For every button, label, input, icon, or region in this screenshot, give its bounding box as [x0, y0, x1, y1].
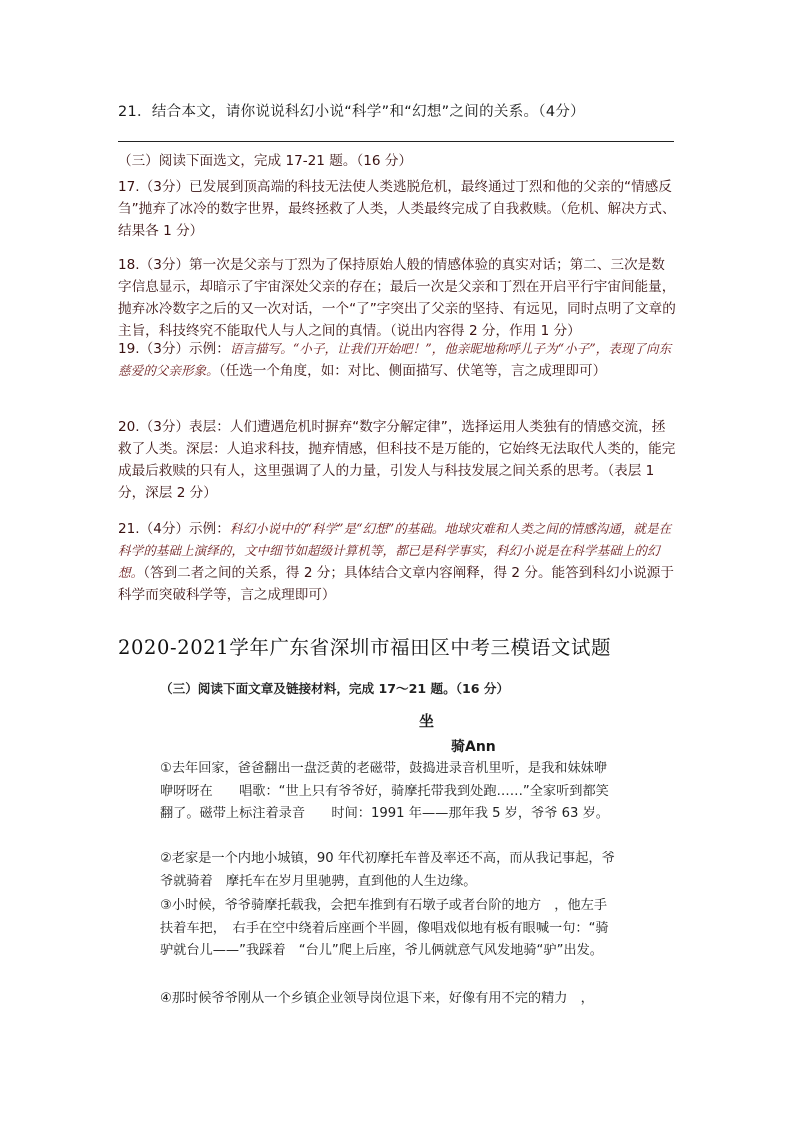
answer-19-prefix: 19.（3分）示例： — [118, 341, 230, 357]
answer-21-handwritten: 科幻小说中的“科学”是“幻想”的基础。地球灾难和人类之间的情感沟通，就是在科学的基础上演绎的，文中细节如超级计算机等，都已是科学事实，科幻小说是在科学基础上的幻想。 — [118, 521, 672, 580]
answer-21-suffix: （答到二者之间的关系，得 2 分；具体结合文章内容阐释，得 2 分。能答到科幻小说源于科学而突破科学等，言之成理即可） — [118, 565, 674, 603]
article-paragraph-2: ②老家是一个内地小城镇，90 年代初摩托车普及率还不高，而从我记事起，爷爷就骑着 摩托车在岁月里驰骋，直到他的人生边缘。 — [160, 851, 615, 889]
answer-21 — [118, 518, 678, 606]
answer-section-heading: （三）阅读下面选文，完成 17-21 题。（16 分） — [118, 153, 413, 169]
article-author: 骑Ann — [451, 739, 496, 755]
answer-21-prefix: 21.（4分）示例： — [118, 521, 230, 537]
article-title: 坐 — [419, 712, 435, 730]
article-paragraph-1: ①去年回家，爸爸翻出一盘泛黄的老磁带，鼓捣进录音机里听，是我和妹妹咿咿呀呀在 唱歌：“世上只有爷爷好，骑摩托带我到处跑……”全家听到都笑翻了。磁带上标注着录音 时间：1991 年——那年我 5 岁，爷爷 63 岁。 — [160, 761, 609, 821]
article-paragraph-3: ③小时候，爷爷骑摩托载我，会把车推到有石墩子或者台阶的地方 ，他左手扶着车把， 右手在空中绕着后座画个半圆，像唱戏似地有板有眼喊一句：“骑驴就台儿——”我踩着 “台儿”爬上后座，爷儿俩就意气风发地骑“驴”出发。 — [160, 898, 609, 958]
answer-19-handwritten: 语言描写。“小子，让我们开始吧！”，他亲昵地称呼儿子为“小子”，表现了向东慈爱的父亲形象。 — [118, 341, 672, 378]
answer-18: 18.（3分）第一次是父亲与丁烈为了保持原始人般的情感体验的真实对话；第二、三次是数字信息显示，却暗示了宇宙深处父亲的存在；最后一次是父亲和丁烈在开启平行宇宙间能量，抛弃冰冷数字之后的又一次对话，一个“了”字突出了父亲的坚持、有远见，同时点明了文章的主旨，科技终究不能取代人与人之间的真情。（说出内容得 2 分，作用 1 分） — [118, 257, 676, 339]
article-paragraph-4: ④那时候爷爷刚从一个乡镇企业领导岗位退下来，好像有用不完的精力 ， — [160, 991, 594, 1006]
answer-19-suffix: （任选一个角度，如：对比、侧面描写、伏笔等，言之成理即可） — [218, 363, 607, 379]
question-21: 21．结合本文，请你说说科幻小说“科学”和“幻想”之间的关系。（4分） — [118, 104, 585, 120]
answer-17: 17.（3分）已发展到顶高端的科技无法使人类逃脱危机，最终通过丁烈和他的父亲的“情感反刍”抛弃了冰冷的数字世界，最终拯救了人类，人类最终完成了自我救赎。（危机、解决方式、结果各 1 分） — [118, 179, 676, 239]
answer-20: 20.（3分）表层：人们遭遇危机时摒弃“数字分解定律”，选择运用人类独有的情感交流，拯救了人类。深层：人追求科技，抛弃情感，但科技不是万能的，它始终无法取代人类的，能完成最后救赎的只有人，这里强调了人的力量，引发人与科技发展之间关系的思考。（表层 1 分，深层 2 分） — [118, 419, 676, 501]
exam-title: 2020-2021学年广东省深圳市福田区中考三模语文试题 — [118, 636, 612, 659]
answer-19 — [118, 338, 678, 382]
divider-line — [118, 141, 674, 142]
reading-section-heading: （三）阅读下面文章及链接材料，完成 17～21 题。（16 分） — [160, 681, 510, 696]
